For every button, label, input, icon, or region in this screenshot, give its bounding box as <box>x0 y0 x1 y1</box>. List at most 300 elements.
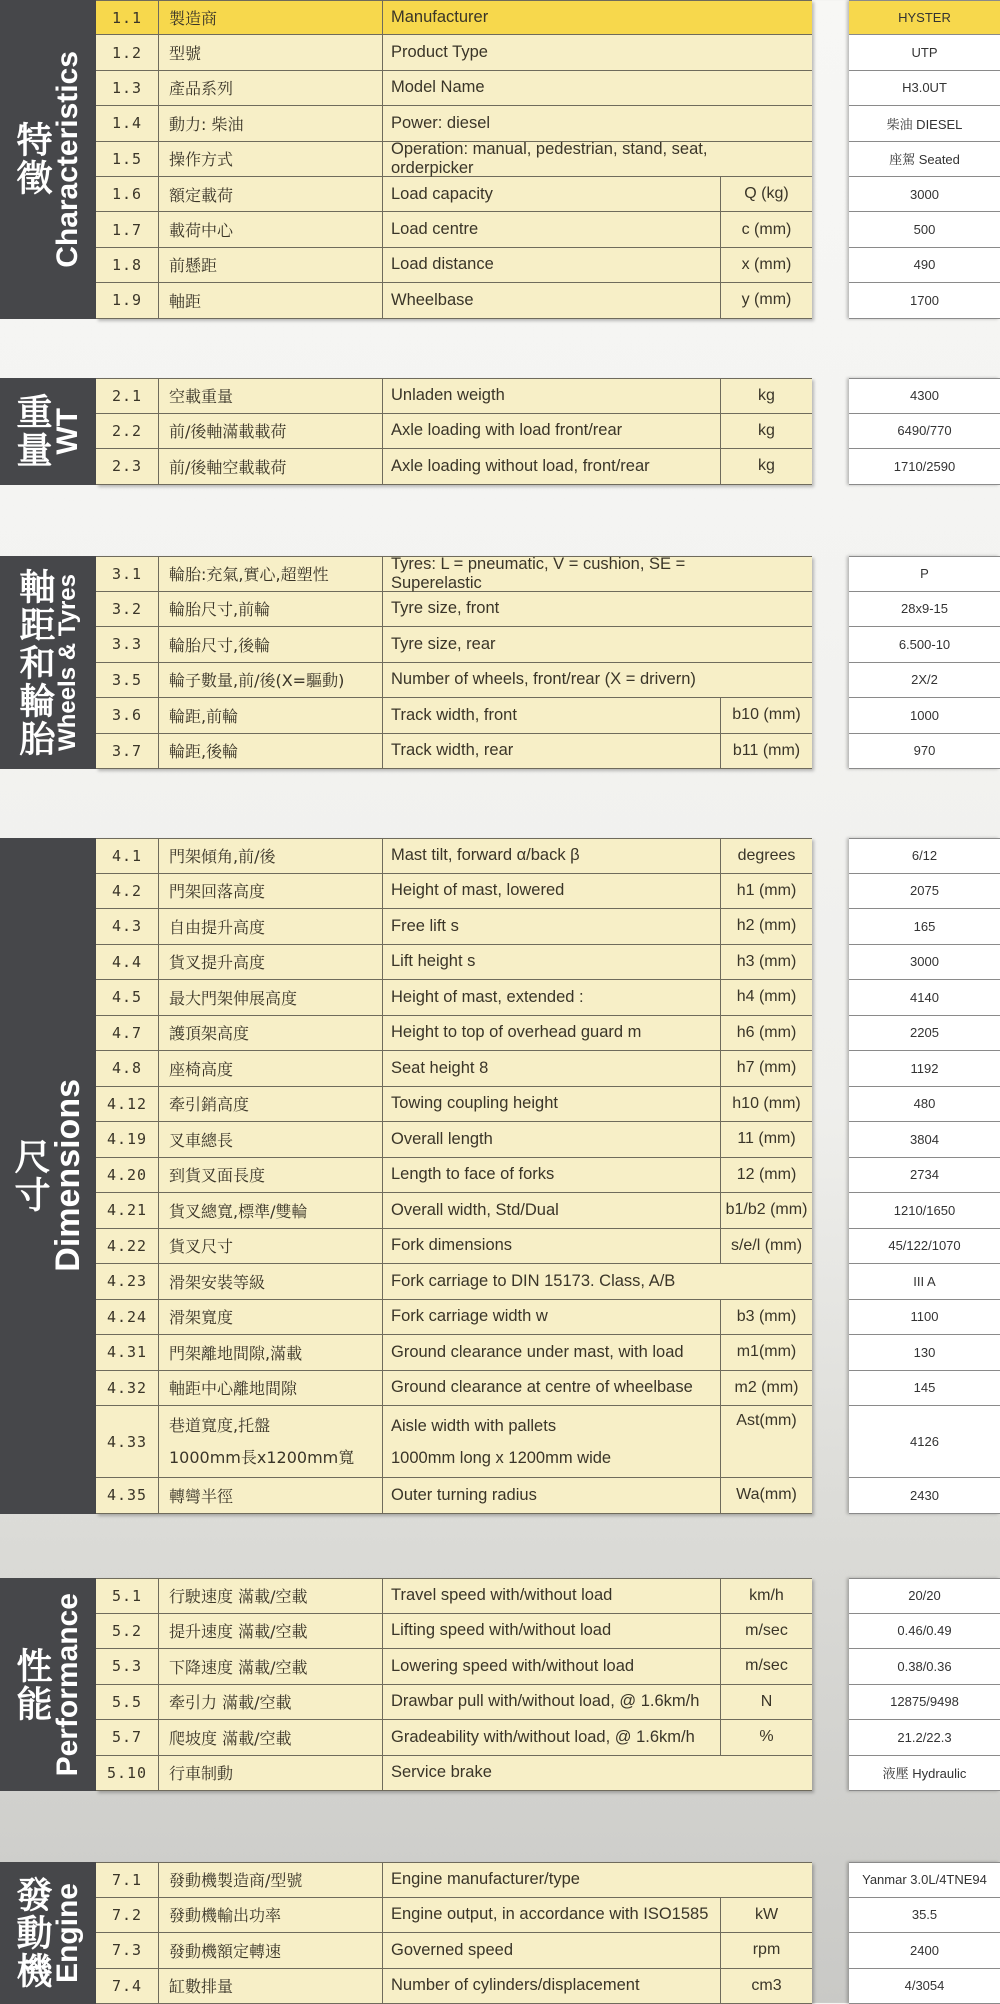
row-unit: m/sec <box>720 1614 812 1649</box>
row-number: 4.33 <box>96 1406 159 1477</box>
table-row <box>96 734 812 770</box>
row-unit: c (mm) <box>720 212 812 246</box>
table-row <box>96 378 812 414</box>
value-cell: 35.5 <box>849 1898 1000 1934</box>
row-number: 5.10 <box>96 1756 159 1791</box>
value-cell: 4300 <box>849 378 1000 414</box>
value-cell: 130 <box>849 1335 1000 1371</box>
row-label-en-text: Tyre size, front <box>391 599 720 618</box>
table-row <box>96 1649 812 1685</box>
row-label-en <box>383 839 720 873</box>
row-number: 1.2 <box>96 35 159 69</box>
row-label-en-text: Number of wheels, front/rear (X = drivern) <box>391 670 720 689</box>
row-label-zh-text: 發動機製造商/型號 <box>169 1868 382 1891</box>
row-label-en-text: Travel speed with/without load <box>391 1586 720 1605</box>
table-row <box>96 945 812 981</box>
table-row <box>96 909 812 945</box>
row-label-en <box>383 1087 720 1122</box>
section-label <box>0 378 96 485</box>
row-label-zh <box>159 106 383 140</box>
row-number: 4.12 <box>96 1087 159 1122</box>
row-unit: kW <box>720 1898 812 1933</box>
row-label-en-text: Load centre <box>391 220 720 239</box>
row-number: 1.6 <box>96 177 159 211</box>
table-row <box>96 177 812 212</box>
row-number: 4.5 <box>96 980 159 1015</box>
row-label-zh <box>159 379 383 413</box>
row-unit: kg <box>720 414 812 449</box>
row-label-en-text: Product Type <box>391 43 720 62</box>
row-label-en <box>383 663 720 698</box>
row-number: 1.5 <box>96 142 159 176</box>
value-cell: P <box>849 556 1000 592</box>
row-label-zh-text: 前/後軸空載載荷 <box>169 455 382 478</box>
value-cell: 500 <box>849 212 1000 247</box>
row-label-en-text: Engine output, in accordance with ISO1585 <box>391 1905 720 1924</box>
value-cell: 970 <box>849 734 1000 770</box>
row-label-zh-text: 前/後軸滿載載荷 <box>169 419 382 442</box>
row-label-zh <box>159 1051 383 1086</box>
row-label-zh-text: 操作方式 <box>169 147 382 170</box>
value-cell: 2400 <box>849 1933 1000 1969</box>
row-label-en <box>383 1229 720 1264</box>
table-row <box>96 106 812 141</box>
value-column <box>849 0 1000 319</box>
table-row <box>96 1578 812 1614</box>
row-label-zh <box>159 1579 383 1613</box>
row-unit <box>720 1 812 34</box>
value-cell: 12875/9498 <box>849 1685 1000 1721</box>
row-label-zh <box>159 1685 383 1720</box>
row-unit: 12 (mm) <box>720 1158 812 1193</box>
row-label-zh <box>159 1969 383 2004</box>
value-cell: Yanmar 3.0L/4TNE94 <box>849 1862 1000 1898</box>
row-label-en-text: Lift height s <box>391 952 720 971</box>
row-label-zh <box>159 1335 383 1370</box>
value-cell: HYSTER <box>849 0 1000 35</box>
value-cell: 1192 <box>849 1051 1000 1087</box>
row-label-en-text: Unladen weigth <box>391 386 720 405</box>
row-label-en-text: Fork carriage to DIN 15173. Class, A/B <box>391 1272 720 1291</box>
row-label-zh <box>159 874 383 909</box>
row-unit: N <box>720 1685 812 1720</box>
table-row <box>96 35 812 70</box>
table-row <box>96 1614 812 1650</box>
row-label-en <box>383 1406 720 1477</box>
row-number: 4.8 <box>96 1051 159 1086</box>
table-row <box>96 627 812 663</box>
row-label-en <box>383 1051 720 1086</box>
row-number: 4.3 <box>96 909 159 944</box>
row-label-zh-text: 輪距,前輪 <box>169 704 382 727</box>
value-column <box>849 378 1000 485</box>
row-label-zh-text: 巷道寬度,托盤 <box>169 1410 382 1442</box>
row-unit <box>720 627 812 662</box>
row-label-en-text: Load distance <box>391 255 720 274</box>
row-label-zh-text: 軸距 <box>169 289 382 312</box>
row-unit: h2 (mm) <box>720 909 812 944</box>
row-label-zh-text: 輪子數量,前/後(X=驅動) <box>169 668 382 691</box>
row-label-en-text: Lowering speed with/without load <box>391 1657 720 1676</box>
table-row <box>96 874 812 910</box>
value-column <box>849 1578 1000 1791</box>
row-number: 4.31 <box>96 1335 159 1370</box>
value-cell: 座駕 Seated <box>849 142 1000 177</box>
table-row <box>96 1478 812 1514</box>
row-unit: h6 (mm) <box>720 1016 812 1051</box>
row-label-en-text: Ground clearance under mast, with load <box>391 1343 720 1362</box>
row-label-zh-text: 門架傾角,前/後 <box>169 844 382 867</box>
row-label-zh <box>159 592 383 627</box>
row-label-en <box>383 1335 720 1370</box>
row-label-zh <box>159 627 383 662</box>
section-label-en: Characteristics <box>53 51 83 268</box>
row-label-en <box>383 106 720 140</box>
row-label-zh <box>159 283 383 317</box>
value-cell: 1210/1650 <box>849 1193 1000 1229</box>
row-label-en-text: Fork dimensions <box>391 1236 720 1255</box>
row-label-zh-text: 滑架寬度 <box>169 1305 382 1328</box>
table-row <box>96 1264 812 1300</box>
value-cell: 21.2/22.3 <box>849 1720 1000 1756</box>
value-cell: 6490/770 <box>849 414 1000 450</box>
row-label-en <box>383 177 720 211</box>
row-label-en <box>383 1720 720 1755</box>
row-label-zh-text: 最大門架伸展高度 <box>169 986 382 1009</box>
row-label-en <box>383 1933 720 1968</box>
table-row <box>96 1933 812 1969</box>
table-row <box>96 1122 812 1158</box>
value-cell: 3000 <box>849 945 1000 981</box>
row-label-zh <box>159 1614 383 1649</box>
row-label-zh <box>159 177 383 211</box>
row-label-en <box>383 1478 720 1513</box>
value-cell: 1710/2590 <box>849 449 1000 485</box>
row-number: 5.5 <box>96 1685 159 1720</box>
row-number: 3.5 <box>96 663 159 698</box>
row-label-zh <box>159 1371 383 1406</box>
section-dimensions <box>0 838 1000 1514</box>
row-number: 4.1 <box>96 839 159 873</box>
row-label-en-text: Wheelbase <box>391 291 720 310</box>
spec-table <box>96 838 812 1514</box>
row-label-zh-text: 發動機額定轉速 <box>169 1939 382 1962</box>
value-cell: 2734 <box>849 1158 1000 1194</box>
row-label-en-text: Height to top of overhead guard m <box>391 1023 720 1042</box>
row-label-zh <box>159 1478 383 1513</box>
value-cell: 165 <box>849 909 1000 945</box>
value-cell: 2X/2 <box>849 663 1000 699</box>
row-label-en <box>383 449 720 484</box>
row-label-zh-text: 護頂架高度 <box>169 1021 382 1044</box>
row-label-zh-text: 爬坡度 滿載/空載 <box>169 1726 382 1749</box>
row-label-zh <box>159 414 383 449</box>
row-number: 2.3 <box>96 449 159 484</box>
row-number: 7.1 <box>96 1863 159 1897</box>
row-label-en <box>383 980 720 1015</box>
row-number: 7.3 <box>96 1933 159 1968</box>
row-label-en <box>383 698 720 733</box>
row-label-zh-text: 自由提升高度 <box>169 915 382 938</box>
row-label-en <box>383 1122 720 1157</box>
value-column <box>849 1862 1000 2004</box>
row-number: 4.23 <box>96 1264 159 1299</box>
row-number: 5.2 <box>96 1614 159 1649</box>
row-label-zh <box>159 1193 383 1228</box>
row-unit: y (mm) <box>720 283 812 317</box>
section-label <box>0 1862 96 2004</box>
row-label-zh <box>159 734 383 769</box>
row-number: 1.3 <box>96 71 159 105</box>
row-label-zh-text: 輪胎:充氣,實心,超塑性 <box>169 562 382 585</box>
row-label-zh-text: 型號 <box>169 41 382 64</box>
value-cell: 3000 <box>849 177 1000 212</box>
row-label-en-text: Mast tilt, forward α/back β <box>391 846 720 865</box>
table-row <box>96 449 812 485</box>
row-label-zh <box>159 663 383 698</box>
section-label <box>0 556 96 769</box>
spec-table <box>96 378 812 485</box>
row-label-zh-text: 門架回落高度 <box>169 879 382 902</box>
row-number: 2.1 <box>96 379 159 413</box>
value-cell: 0.46/0.49 <box>849 1614 1000 1650</box>
row-unit: h3 (mm) <box>720 945 812 980</box>
row-number: 7.2 <box>96 1898 159 1933</box>
row-label-zh <box>159 1229 383 1264</box>
row-label-en-text: Lifting speed with/without load <box>391 1621 720 1640</box>
row-label-zh-text: 輪距,後輪 <box>169 739 382 762</box>
row-label-en <box>383 1371 720 1406</box>
row-label-en-text: Tyres: L = pneumatic, V = cushion, SE = Superelastic <box>391 555 720 593</box>
table-row <box>96 663 812 699</box>
row-label-en-text: Axle loading with load front/rear <box>391 421 720 440</box>
value-cell: 28x9-15 <box>849 592 1000 628</box>
row-label-zh <box>159 1863 383 1897</box>
table-row <box>96 556 812 592</box>
section-label-en: Wheels & Tyres <box>56 574 80 751</box>
value-cell: III A <box>849 1264 1000 1300</box>
value-cell: 490 <box>849 248 1000 283</box>
row-number: 3.1 <box>96 557 159 591</box>
row-label-zh-text-2: 1000mm長x1200mm寬 <box>169 1442 382 1474</box>
row-label-en <box>383 874 720 909</box>
row-label-en <box>383 1614 720 1649</box>
table-row <box>96 1862 812 1898</box>
row-label-en <box>383 71 720 105</box>
section-engine <box>0 1862 1000 2004</box>
row-number: 1.1 <box>96 1 159 34</box>
row-label-zh-text: 軸距中心離地間隙 <box>169 1376 382 1399</box>
section-label-zh: 尺寸 <box>11 1138 47 1214</box>
value-cell: 液壓 Hydraulic <box>849 1756 1000 1792</box>
section-performance <box>0 1578 1000 1791</box>
row-unit: 11 (mm) <box>720 1122 812 1157</box>
row-label-en <box>383 1579 720 1613</box>
value-cell: 2075 <box>849 874 1000 910</box>
row-label-zh-text: 載荷中心 <box>169 218 382 241</box>
row-label-zh-text: 滑架安裝等級 <box>169 1270 382 1293</box>
row-unit <box>720 106 812 140</box>
row-label-en <box>383 1264 720 1299</box>
row-unit: h4 (mm) <box>720 980 812 1015</box>
table-row <box>96 838 812 874</box>
row-label-en <box>383 212 720 246</box>
row-label-zh <box>159 1264 383 1299</box>
row-label-zh-text: 行車制動 <box>169 1761 382 1784</box>
section-weight <box>0 378 1000 485</box>
row-unit: cm3 <box>720 1969 812 2004</box>
row-label-en-text: Aisle width with pallets <box>391 1410 720 1442</box>
row-label-zh <box>159 945 383 980</box>
row-unit <box>720 1756 812 1791</box>
row-unit <box>720 592 812 627</box>
row-label-zh-text: 牽引銷高度 <box>169 1092 382 1115</box>
row-unit: b3 (mm) <box>720 1300 812 1335</box>
table-row <box>96 212 812 247</box>
row-number: 5.3 <box>96 1649 159 1684</box>
value-column <box>849 838 1000 1514</box>
row-label-zh <box>159 1933 383 1968</box>
table-row <box>96 1300 812 1336</box>
row-unit: m1(mm) <box>720 1335 812 1370</box>
row-label-zh <box>159 1087 383 1122</box>
row-label-zh-text: 前懸距 <box>169 253 382 276</box>
section-label-zh: 發動機 <box>13 1876 49 1990</box>
value-cell: 20/20 <box>849 1578 1000 1614</box>
row-label-zh <box>159 35 383 69</box>
value-cell: 4126 <box>849 1406 1000 1478</box>
row-number: 3.7 <box>96 734 159 769</box>
row-label-zh-text: 貨叉尺寸 <box>169 1234 382 1257</box>
row-unit: degrees <box>720 839 812 873</box>
row-label-en-text: Model Name <box>391 78 720 97</box>
value-cell: 6.500-10 <box>849 627 1000 663</box>
row-label-en-text: Seat height 8 <box>391 1059 720 1078</box>
row-label-en-text: Load capacity <box>391 185 720 204</box>
spec-table <box>96 1862 812 2004</box>
table-row <box>96 283 812 318</box>
table-row <box>96 1335 812 1371</box>
row-number: 4.7 <box>96 1016 159 1051</box>
row-number: 1.4 <box>96 106 159 140</box>
row-unit: h10 (mm) <box>720 1087 812 1122</box>
table-row <box>96 71 812 106</box>
table-row <box>96 1720 812 1756</box>
row-number: 7.4 <box>96 1969 159 2004</box>
row-unit: b1/b2 (mm) <box>720 1193 812 1228</box>
value-cell: UTP <box>849 35 1000 70</box>
row-label-en <box>383 1300 720 1335</box>
value-cell: 1000 <box>849 698 1000 734</box>
row-label-zh <box>159 212 383 246</box>
row-unit: b11 (mm) <box>720 734 812 769</box>
row-unit: Q (kg) <box>720 177 812 211</box>
value-column <box>849 556 1000 769</box>
row-unit <box>720 663 812 698</box>
row-label-zh-text: 空載重量 <box>169 384 382 407</box>
row-label-en <box>383 1158 720 1193</box>
table-row <box>96 1016 812 1052</box>
table-row <box>96 1158 812 1194</box>
row-unit: m2 (mm) <box>720 1371 812 1406</box>
row-label-zh <box>159 1720 383 1755</box>
row-unit: x (mm) <box>720 248 812 282</box>
table-row <box>96 1087 812 1123</box>
row-label-zh <box>159 1898 383 1933</box>
value-cell: 1700 <box>849 283 1000 318</box>
row-label-en <box>383 592 720 627</box>
row-label-zh <box>159 1406 383 1477</box>
row-label-zh <box>159 1016 383 1051</box>
row-label-en <box>383 1685 720 1720</box>
row-number: 1.7 <box>96 212 159 246</box>
row-unit: s/e/l (mm) <box>720 1229 812 1264</box>
section-label-zh: 特徵 <box>13 121 49 197</box>
section-label <box>0 1578 96 1791</box>
table-row <box>96 592 812 628</box>
row-unit <box>720 1264 812 1299</box>
row-label-en-text: Power: diesel <box>391 114 720 133</box>
section-label-en: Performance <box>53 1593 83 1776</box>
row-number: 4.20 <box>96 1158 159 1193</box>
row-unit: Ast(mm) <box>720 1406 812 1477</box>
row-label-en-text: Governed speed <box>391 1941 720 1960</box>
row-label-en-text: Drawbar pull with/without load, @ 1.6km/h <box>391 1692 720 1711</box>
row-label-en-text: Fork carriage width w <box>391 1307 720 1326</box>
row-label-zh-text: 叉車總長 <box>169 1128 382 1151</box>
row-unit: kg <box>720 449 812 484</box>
table-row <box>96 1406 812 1478</box>
table-row <box>96 1685 812 1721</box>
row-label-zh <box>159 449 383 484</box>
row-label-zh-text: 提升速度 滿載/空載 <box>169 1619 382 1642</box>
section-label-zh: 性能 <box>13 1647 49 1723</box>
row-unit: h7 (mm) <box>720 1051 812 1086</box>
row-number: 2.2 <box>96 414 159 449</box>
row-number: 4.22 <box>96 1229 159 1264</box>
row-unit <box>720 1863 812 1897</box>
value-cell: 4/3054 <box>849 1969 1000 2004</box>
row-label-zh-text: 到貨叉面長度 <box>169 1163 382 1186</box>
row-unit: m/sec <box>720 1649 812 1684</box>
table-row <box>96 980 812 1016</box>
row-number: 3.6 <box>96 698 159 733</box>
row-number: 4.19 <box>96 1122 159 1157</box>
row-label-zh <box>159 71 383 105</box>
row-label-en <box>383 142 720 176</box>
row-label-en-text: Height of mast, extended : <box>391 988 720 1007</box>
row-number: 4.35 <box>96 1478 159 1513</box>
row-label-en-text: Service brake <box>391 1763 720 1782</box>
value-cell: H3.0UT <box>849 71 1000 106</box>
row-unit: km/h <box>720 1579 812 1613</box>
section-label-zh: 軸距和輪胎 <box>16 568 52 758</box>
row-label-en-text: Track width, front <box>391 706 720 725</box>
table-row <box>96 248 812 283</box>
row-unit <box>720 142 812 176</box>
section-label-zh: 重量 <box>13 393 49 469</box>
row-label-zh-text: 產品系列 <box>169 76 382 99</box>
row-number: 4.21 <box>96 1193 159 1228</box>
row-label-en-text: Manufacturer <box>391 8 720 27</box>
table-row <box>96 1193 812 1229</box>
row-label-zh-text: 動力: 柴油 <box>169 112 382 135</box>
row-label-en <box>383 414 720 449</box>
row-label-en-text: Overall length <box>391 1130 720 1149</box>
row-label-en <box>383 248 720 282</box>
row-label-zh <box>159 1158 383 1193</box>
row-label-en <box>383 945 720 980</box>
